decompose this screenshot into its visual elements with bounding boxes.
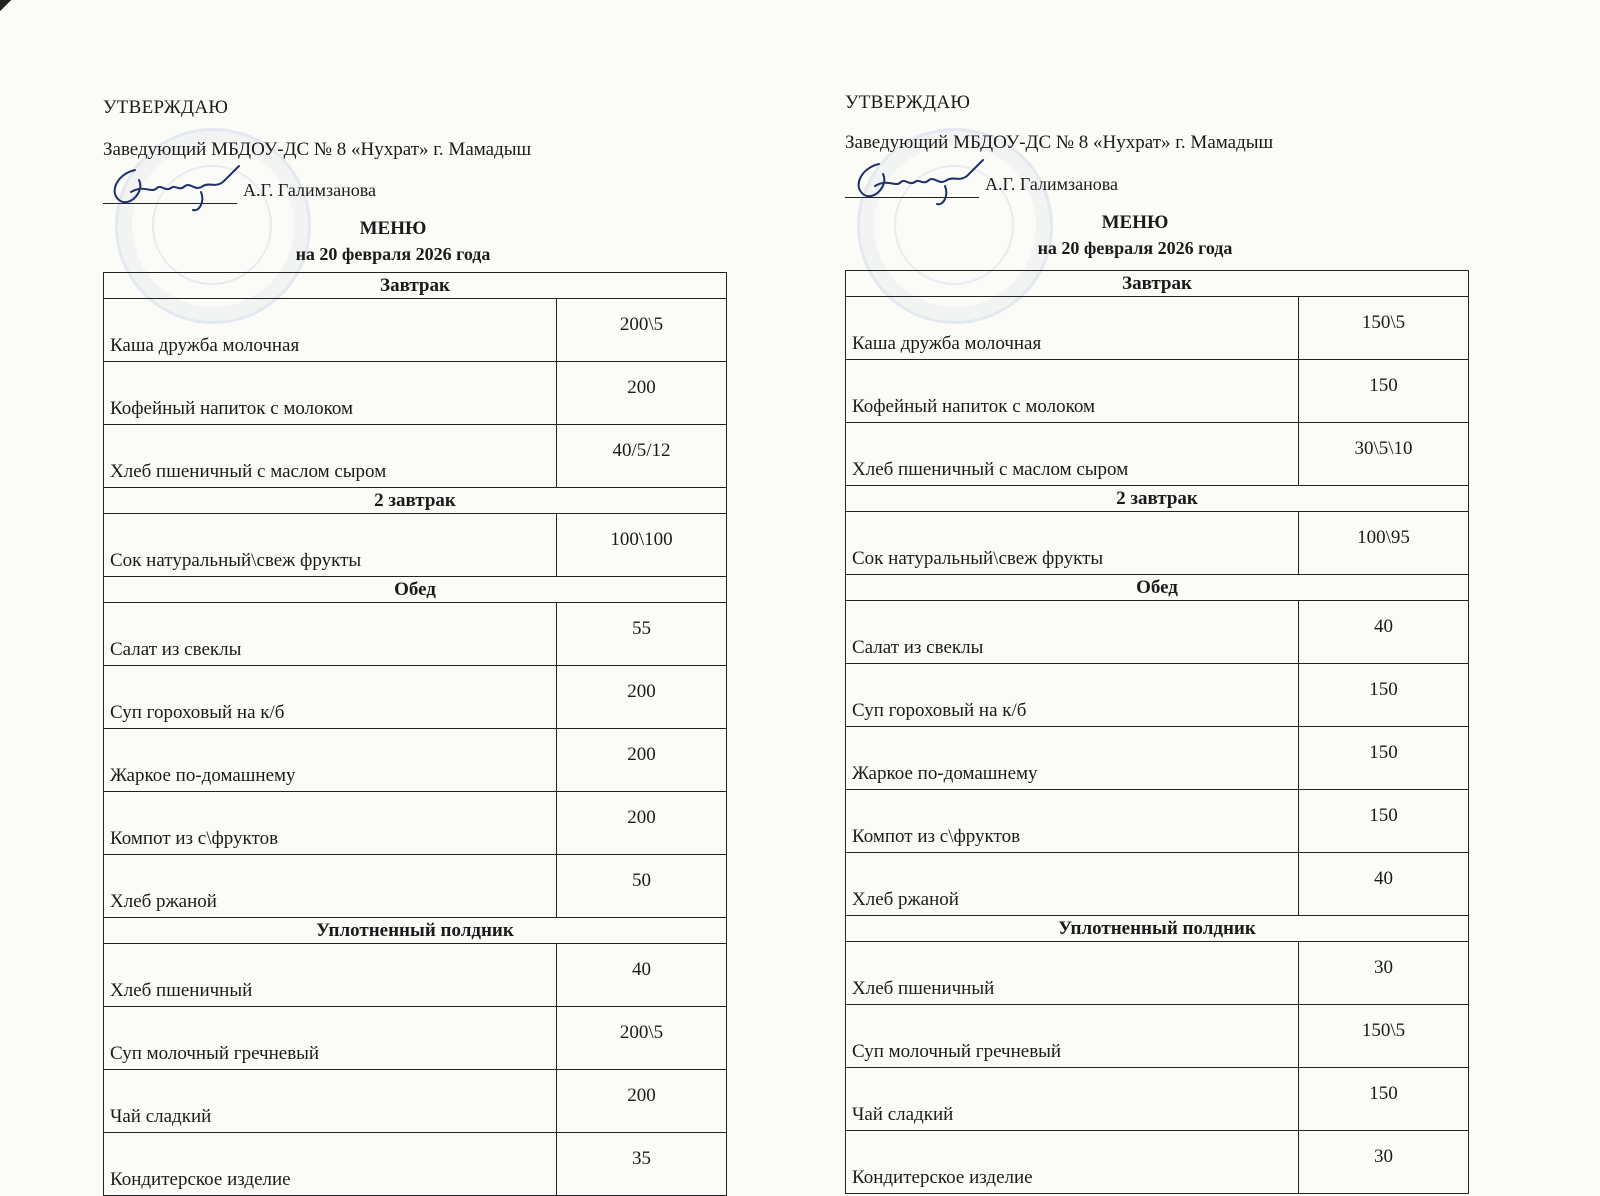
table-row xyxy=(846,727,1469,790)
dish-portion: 150\5 xyxy=(1299,297,1469,360)
dish-portion: 150 xyxy=(1299,790,1469,853)
table-row xyxy=(846,512,1469,575)
dish-portion: 200\5 xyxy=(557,1007,727,1070)
table-row xyxy=(104,362,727,425)
menu-title: МЕНЮ xyxy=(359,218,427,239)
table-row xyxy=(846,853,1469,916)
approval-heading: УТВЕРЖДАЮ xyxy=(103,97,229,118)
dish-name: Кондитерское изделие xyxy=(104,1133,557,1196)
head-position: Заведующий МБДОУ-ДС № 8 «Нухрат» г. Мамадыш xyxy=(845,132,1274,153)
dish-portion: 30\5\10 xyxy=(1299,423,1469,486)
dish-portion: 100\95 xyxy=(1299,512,1469,575)
table-row xyxy=(104,1133,727,1196)
section-header-row xyxy=(104,918,727,944)
dish-name: Чай сладкий xyxy=(104,1070,557,1133)
dish-portion: 30 xyxy=(1299,1131,1469,1194)
dish-name: Хлеб ржаной xyxy=(846,853,1299,916)
dish-name: Сок натуральный\свеж фрукты xyxy=(104,514,557,577)
dish-name: Жаркое по-домашнему xyxy=(846,727,1299,790)
dish-name: Кондитерское изделие xyxy=(846,1131,1299,1194)
dish-name: Чай сладкий xyxy=(846,1068,1299,1131)
signature-row xyxy=(845,160,1265,200)
table-row xyxy=(846,1068,1469,1131)
dish-name: Суп молочный гречневый xyxy=(104,1007,557,1070)
section-header-row xyxy=(104,577,727,603)
section-title: Уплотненный полдник xyxy=(104,918,727,944)
dish-portion: 150 xyxy=(1299,664,1469,727)
menu-card-right xyxy=(845,0,1525,1188)
dish-portion: 40/5/12 xyxy=(557,425,727,488)
table-row xyxy=(846,1131,1469,1194)
table-row xyxy=(846,664,1469,727)
section-title: 2 завтрак xyxy=(104,488,727,514)
menu-date: на 20 февраля 2026 года xyxy=(295,244,491,264)
dish-portion: 100\100 xyxy=(557,514,727,577)
table-row xyxy=(846,790,1469,853)
section-title: Завтрак xyxy=(104,273,727,299)
table-row xyxy=(846,423,1469,486)
signature-icon xyxy=(105,162,245,214)
table-row xyxy=(104,1070,727,1133)
dish-name: Кофейный напиток с молоком xyxy=(846,360,1299,423)
table-row xyxy=(846,1005,1469,1068)
scan-corner-mark xyxy=(0,0,14,14)
signer-name: А.Г. Галимзанова xyxy=(243,180,376,200)
dish-name: Хлеб пшеничный xyxy=(104,944,557,1007)
dish-name: Хлеб пшеничный с маслом сыром xyxy=(846,423,1299,486)
dish-name: Компот из с\фруктов xyxy=(104,792,557,855)
section-header-row xyxy=(846,271,1469,297)
menu-title: МЕНЮ xyxy=(1101,212,1169,233)
menu-table xyxy=(845,270,1469,1194)
dish-name: Хлеб пшеничный xyxy=(846,942,1299,1005)
dish-portion: 150 xyxy=(1299,1068,1469,1131)
section-header-row xyxy=(104,273,727,299)
signer-name: А.Г. Галимзанова xyxy=(985,174,1118,194)
dish-portion: 40 xyxy=(557,944,727,1007)
section-title: Обед xyxy=(846,575,1469,601)
table-row xyxy=(104,299,727,362)
dish-name: Суп молочный гречневый xyxy=(846,1005,1299,1068)
dish-name: Каша дружба молочная xyxy=(104,299,557,362)
table-row xyxy=(104,603,727,666)
signature-icon xyxy=(847,156,987,208)
dish-name: Суп гороховый на к/б xyxy=(104,666,557,729)
section-title: Завтрак xyxy=(846,271,1469,297)
table-row xyxy=(846,601,1469,664)
dish-name: Жаркое по-домашнему xyxy=(104,729,557,792)
table-row xyxy=(104,425,727,488)
dish-name: Компот из с\фруктов xyxy=(846,790,1299,853)
section-title: Обед xyxy=(104,577,727,603)
table-row xyxy=(104,944,727,1007)
table-row xyxy=(846,297,1469,360)
dish-portion: 200 xyxy=(557,1070,727,1133)
table-row xyxy=(104,855,727,918)
dish-name: Сок натуральный\свеж фрукты xyxy=(846,512,1299,575)
dish-portion: 200 xyxy=(557,666,727,729)
dish-portion: 30 xyxy=(1299,942,1469,1005)
dish-portion: 200 xyxy=(557,729,727,792)
section-title: 2 завтрак xyxy=(846,486,1469,512)
table-row xyxy=(104,792,727,855)
menu-table xyxy=(103,272,727,1196)
dish-name: Хлеб ржаной xyxy=(104,855,557,918)
dish-name: Хлеб пшеничный с маслом сыром xyxy=(104,425,557,488)
table-row xyxy=(846,942,1469,1005)
section-header-row xyxy=(104,488,727,514)
section-header-row xyxy=(846,486,1469,512)
dish-portion: 35 xyxy=(557,1133,727,1196)
dish-name: Кофейный напиток с молоком xyxy=(104,362,557,425)
dish-portion: 55 xyxy=(557,603,727,666)
dish-portion: 200 xyxy=(557,362,727,425)
dish-name: Каша дружба молочная xyxy=(846,297,1299,360)
table-row xyxy=(104,666,727,729)
dish-portion: 150 xyxy=(1299,360,1469,423)
table-row xyxy=(104,1007,727,1070)
dish-portion: 150\5 xyxy=(1299,1005,1469,1068)
dish-name: Суп гороховый на к/б xyxy=(846,664,1299,727)
dish-name: Салат из свеклы xyxy=(104,603,557,666)
dish-portion: 150 xyxy=(1299,727,1469,790)
table-row xyxy=(104,729,727,792)
table-row xyxy=(104,514,727,577)
section-header-row xyxy=(846,916,1469,942)
dish-portion: 40 xyxy=(1299,853,1469,916)
section-title: Уплотненный полдник xyxy=(846,916,1469,942)
dish-portion: 40 xyxy=(1299,601,1469,664)
dish-portion: 50 xyxy=(557,855,727,918)
menu-card-left xyxy=(103,0,783,1190)
approval-heading: УТВЕРЖДАЮ xyxy=(845,92,971,113)
dish-portion: 200 xyxy=(557,792,727,855)
dish-portion: 200\5 xyxy=(557,299,727,362)
menu-date: на 20 февраля 2026 года xyxy=(1037,238,1233,258)
head-position: Заведующий МБДОУ-ДС № 8 «Нухрат» г. Мамадыш xyxy=(103,139,532,160)
signature-row xyxy=(103,166,523,206)
table-row xyxy=(846,360,1469,423)
section-header-row xyxy=(846,575,1469,601)
dish-name: Салат из свеклы xyxy=(846,601,1299,664)
